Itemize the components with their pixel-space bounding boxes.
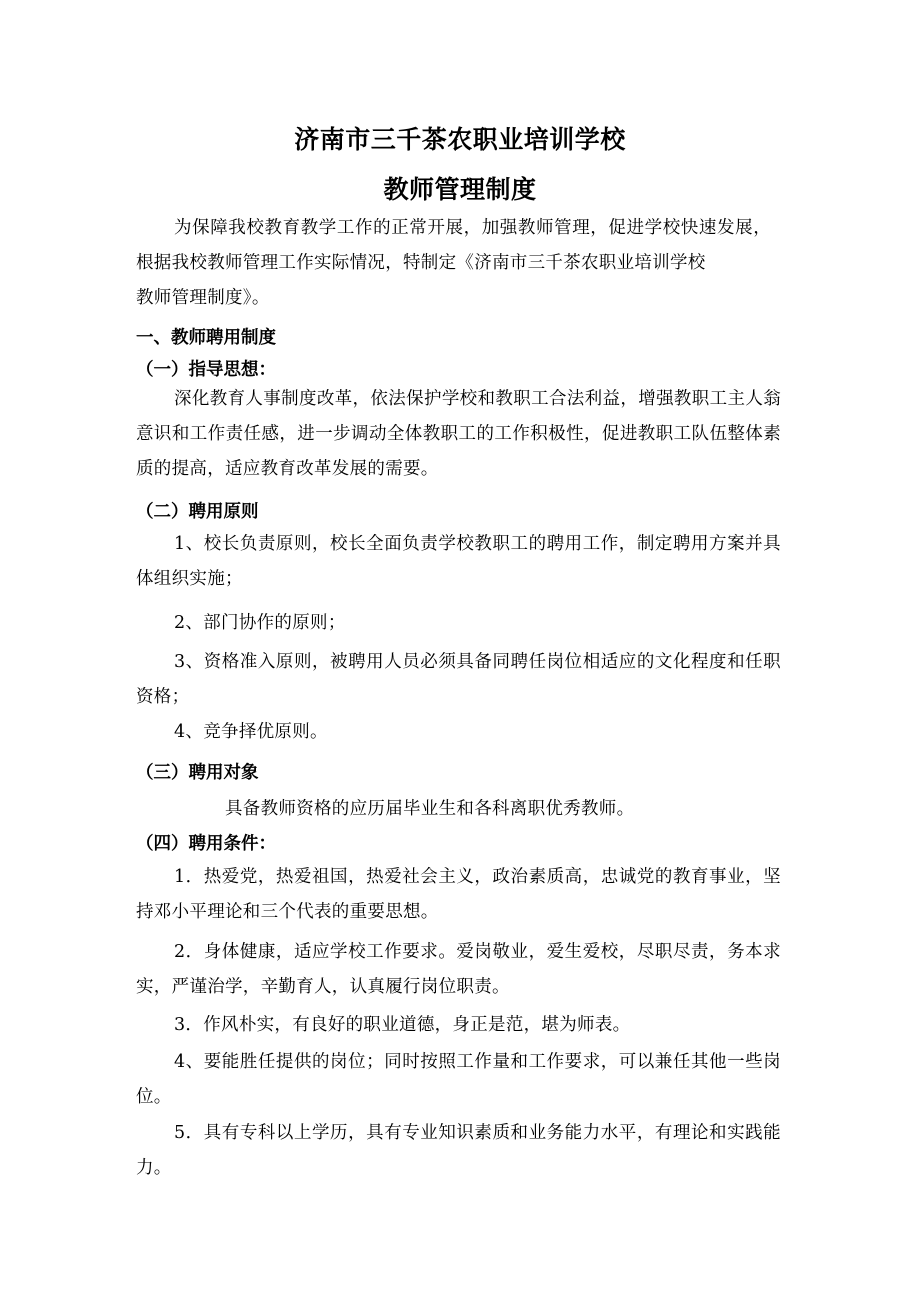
intro-paragraph: 为保障我校教育教学工作的正常开展，加强教师管理，促进学校快速发展，根据我校教师管理工作实际情况，特制定《济南市三千茶农职业培训学校 (136, 218, 771, 273)
condition-item: 3．作风朴实，有良好的职业道德，身正是范，堪为师表。 (174, 1015, 631, 1035)
subsection-heading-principles: （二）聘用原则 (136, 502, 259, 522)
condition-item: 2．身体健康，适应学校工作要求。爱岗敬业，爱生爱校，尽职尽责，务本求实，严谨治学，辛勤育人，认真履行岗位职责。 (136, 942, 781, 997)
condition-item: 4、要能胜任提供的岗位；同时按照工作量和工作要求，可以兼任其他一些岗位。 (136, 1052, 781, 1107)
document-title: 济南市三千茶农职业培训学校 (294, 125, 626, 154)
principle-item: 4、竞争择优原则。 (174, 722, 328, 742)
principle-item: 2、部门协作的原则； (174, 613, 346, 633)
subsection-heading-targets: （三）聘用对象 (136, 763, 259, 783)
section-heading-hiring: 一、教师聘用制度 (136, 328, 276, 348)
condition-item: 5．具有专科以上学历，具有专业知识素质和业务能力水平，有理论和实践能力。 (136, 1123, 781, 1178)
targets-paragraph: 具备教师资格的应历届毕业生和各科离职优秀教师。 (225, 799, 635, 819)
principle-item: 1、校长负责原则，校长全面负责学校教职工的聘用工作，制定聘用方案并具体组织实施； (136, 534, 781, 589)
condition-item: 1．热爱党，热爱祖国，热爱社会主义，政治素质高，忠诚党的教育事业，坚持邓小平理论和三个代表的重要思想。 (136, 867, 781, 922)
principle-item: 3、资格准入原则，被聘用人员必须具备同聘任岗位相适应的文化程度和任职资格； (136, 652, 781, 707)
intro-paragraph-tail: 教师管理制度》。 (136, 288, 270, 308)
document-subtitle: 教师管理制度 (383, 175, 537, 204)
subsection-heading-conditions: （四）聘用条件： (136, 834, 276, 854)
guiding-paragraph: 深化教育人事制度改革，依法保护学校和教职工合法利益，增强教职工主人翁意识和工作责任感，进一步调动全体教职工的工作积极性，促进教职工队伍整体素质的提高，适应教育改革发展的需要。 (136, 389, 781, 479)
subsection-heading-guiding: （一）指导思想： (136, 360, 276, 380)
